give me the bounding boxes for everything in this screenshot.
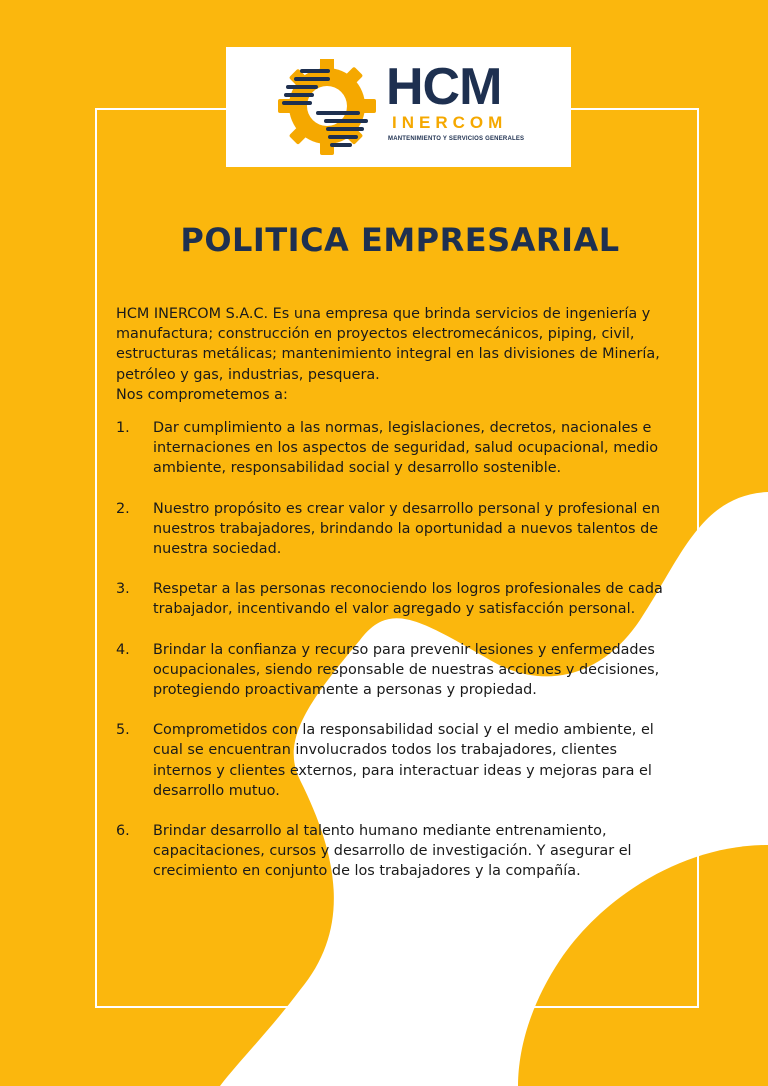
policy-list xyxy=(116,418,674,882)
intro-text: HCM INERCOM S.A.C. Es una empresa que brinda servicios de ingeniería y manufactura; construcción en proyectos electromecánicos, piping, civil, estructuras metálicas; mantenimiento integral en las divisiones de Minería, petróleo y gas, industrias, pesquera. xyxy=(116,306,660,383)
item-text: Comprometidos con la responsabilidad social y el medio ambiente, el cual se encuentran involucrados todos los trabajadores, clientes internos y clientes externos, para interactuar ideas y mejoras para el desarrollo mutuo. xyxy=(153,722,654,799)
list-item xyxy=(116,579,674,619)
page-title: POLITICA EMPRESARIAL xyxy=(180,221,620,259)
logo-tagline: MANTENIMIENTO Y SERVICIOS GENERALES xyxy=(388,136,525,142)
intro-paragraph xyxy=(116,304,674,405)
gear-logo-icon xyxy=(278,59,378,159)
item-text: Brindar desarrollo al talento humano mediante entrenamiento, capacitaciones, cursos y desarrollo de investigación. Y asegurar el crecimiento en conjunto de los trabajadores y la compañía. xyxy=(153,823,632,880)
intro-commitment: Nos comprometemos a: xyxy=(116,386,288,403)
item-number: 2. xyxy=(116,500,130,517)
logo-subtitle: INERCOM xyxy=(392,113,508,132)
list-item xyxy=(116,499,674,560)
list-item xyxy=(116,720,674,801)
item-number: 4. xyxy=(116,641,130,658)
item-text: Brindar la confianza y recurso para prevenir lesiones y enfermedades ocupacionales, siendo responsable de nuestras acciones y decisiones, protegiendo proactivamente a personas y propiedad. xyxy=(153,641,660,699)
item-text: Nuestro propósito es crear valor y desarrollo personal y profesional en nuestros trabajadores, brindando la oportunidad a nuevos talentos de nuestra sociedad. xyxy=(153,500,660,558)
list-item xyxy=(116,821,674,882)
list-item xyxy=(116,640,674,701)
item-text: Dar cumplimiento a las normas, legislaciones, decretos, nacionales e internaciones en los aspectos de seguridad, salud ocupacional, medio ambiente, responsabilidad social y desarrollo sostenible. xyxy=(153,420,659,477)
item-number: 1. xyxy=(116,420,130,437)
item-number: 6. xyxy=(116,823,130,840)
list-item xyxy=(116,418,674,479)
logo-wordmark: HCM xyxy=(386,58,502,116)
company-logo xyxy=(226,47,571,167)
item-number: 5. xyxy=(116,722,130,739)
item-number: 3. xyxy=(116,581,130,598)
item-text: Respetar a las personas reconociendo los logros profesionales de cada trabajador, incentivando el valor agregado y satisfacción personal. xyxy=(153,581,663,618)
policy-content xyxy=(116,304,674,902)
